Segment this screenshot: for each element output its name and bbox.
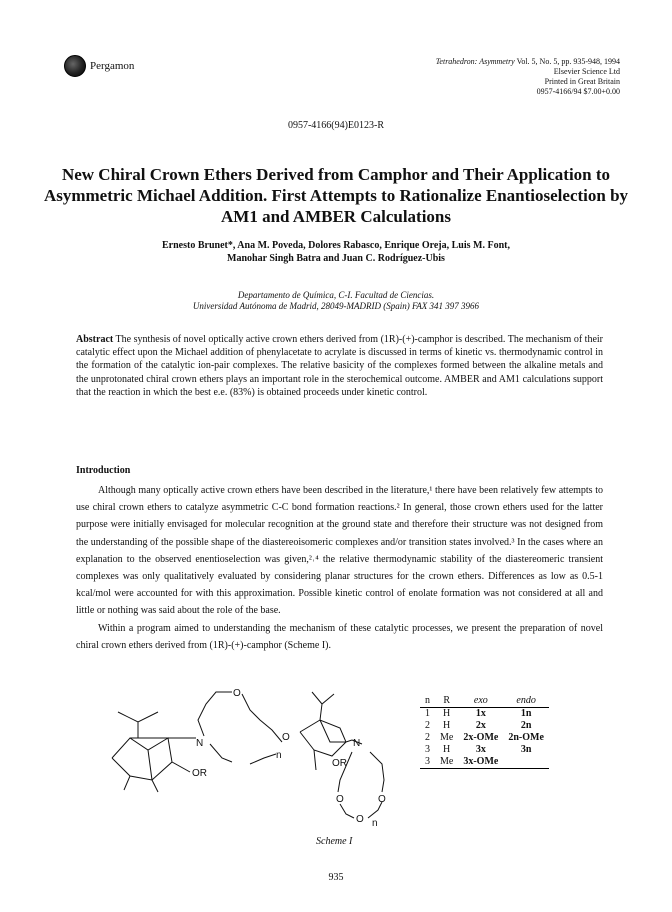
intro-paragraph-1: Although many optically active crown ethers have been described in the literature,¹ there have been relatively few attempts to use chiral crown ethers to catalyze asymmetric C-C bond formation reactions.² In general, those crown ethers used for the latter purpose were initially envisaged for molecular recognition at the ground state and therefore their structure was not designed from the understanding of the possible shape of the diastereoisomeric complexes and/or transition states involved.³ In the cases where an explanation to the observed enentioselection was given,²˒⁴ the relative thermodynamic stability of the diastereomeric transient complexes was only qualitatively evaluated by considering planar structures for the crown ethers. Differences as low as 0.5-1 kcal/mol were accounted for with this approximation. Possible kinetic control of enolate formation was not considered at all and little or nothing was said about the role of the base. xyxy=(76,485,603,617)
author-list xyxy=(40,239,632,265)
scheme-structures xyxy=(100,680,390,830)
scheme-caption: Scheme I xyxy=(316,836,353,847)
table-cell: 3x xyxy=(475,744,486,755)
doi: 0957-4166(94)E0123-R xyxy=(287,120,385,131)
table-cell: 1x xyxy=(475,708,486,719)
page-number: 935 xyxy=(328,872,344,883)
table-header-exo: exo xyxy=(458,695,503,708)
scheme-label-o-bottom-right: O xyxy=(378,794,386,805)
table-header-endo: endo xyxy=(503,695,549,708)
table-cell: 2x-OMe xyxy=(463,732,499,743)
table-header-row xyxy=(420,695,549,708)
table-row xyxy=(420,756,549,769)
table-cell: H xyxy=(443,744,451,755)
abstract-text: The synthesis of novel optically active crown ethers derived from (1R)-(+)-camphor is described. The mechanism of their catalytic effect upon the Michael addition of phenylacetate to acrylate is discussed in terms of kinetic vs. thermodynamic control in the formation of the catalytic ion-pair complexes. The relative basicity of the complexes formed between the alkaline metals and the unprotonated chiral crown ethers plays an important role in the sterochemical outcome. AMBER and AM1 calculations support that the reaction in which the best e.e. (83%) is obtained proceeds under kinetic control. xyxy=(76,334,603,398)
journal-volume: Vol. 5, No. 5, pp. 935-948, 1994 xyxy=(514,57,620,66)
table-cell: 2n-OMe xyxy=(508,732,544,743)
intro-paragraph-2: Within a program aimed to understanding the mechanism of these catalytic processes, we present the preparation of novel chiral crown ethers derived from (1R)-(+)-camphor (Scheme I). xyxy=(76,622,603,651)
table-cell: 1n xyxy=(520,708,532,719)
table-header-n: n xyxy=(420,695,435,708)
table-cell: 3 xyxy=(425,744,430,755)
scheme-label-or-right: OR xyxy=(332,758,347,769)
scheme-label-subscript-n: n xyxy=(276,750,282,761)
abstract-label: Abstract xyxy=(76,334,114,345)
table-cell: 3x-OMe xyxy=(458,756,503,769)
table-cell: 2x xyxy=(475,720,486,731)
table-cell: 2 xyxy=(425,720,430,731)
table-cell: H xyxy=(443,708,451,719)
table-row xyxy=(420,744,549,756)
table-header-r: R xyxy=(435,695,458,708)
table-cell: 1 xyxy=(425,708,430,719)
table-cell: H xyxy=(443,720,451,731)
scheme-label-subscript-n2: n xyxy=(372,818,378,829)
authors-line-2: Manohar Singh Batra and Juan C. Rodríguez-Ubis xyxy=(227,253,445,264)
table-cell xyxy=(503,756,549,769)
table-row xyxy=(420,732,549,744)
scheme-label-n-left: N xyxy=(196,738,204,749)
scheme-label-o-top: O xyxy=(233,688,241,699)
left-camphor-skeleton xyxy=(112,712,190,792)
table-cell: Me xyxy=(440,732,454,743)
publisher-logo-icon xyxy=(64,55,86,77)
printed-line: Printed in Great Britain xyxy=(544,77,620,86)
left-crown-ring xyxy=(168,692,282,764)
journal-name: Tetrahedron: Asymmetry xyxy=(435,57,515,66)
table-cell: Me xyxy=(435,756,458,769)
affiliation xyxy=(40,290,632,312)
affiliation-line-1: Departamento de Química, C-I. Facultad de Ciencias. xyxy=(237,290,435,300)
scheme-label-o-bottom-left: O xyxy=(336,794,344,805)
authors-line-1: Ernesto Brunet*, Ana M. Poveda, Dolores Rabasco, Enrique Oreja, Luis M. Font, xyxy=(162,240,510,251)
right-crown-ring xyxy=(338,740,384,818)
journal-reference xyxy=(436,57,620,97)
section-heading-introduction: Introduction xyxy=(76,465,131,476)
scheme-label-o-right: O xyxy=(282,732,290,743)
scheme-label-n-right: N xyxy=(353,738,361,749)
table-row xyxy=(420,708,549,721)
abstract xyxy=(76,333,603,399)
compound-table xyxy=(420,695,549,769)
scheme-label-or-left: OR xyxy=(192,768,207,779)
introduction-body xyxy=(76,482,603,654)
table-cell: 2n xyxy=(520,720,532,731)
table-cell: 2 xyxy=(425,732,430,743)
scheme-label-o-bottom: O xyxy=(356,814,364,825)
issn-line: 0957-4166/94 $7.00+0.00 xyxy=(536,87,620,96)
affiliation-line-2: Universidad Autónoma de Madrid, 28049-MADRID (Spain) FAX 341 397 3966 xyxy=(192,301,480,311)
publisher-name: Pergamon xyxy=(90,60,135,72)
table-cell: 3n xyxy=(520,744,532,755)
table-cell: 3 xyxy=(420,756,435,769)
paper-title: New Chiral Crown Ethers Derived from Camphor and Their Application to Asymmetric Michael Addition. First Attempts to Rationalize Enantioselection by AM1 and AMBER Calculations xyxy=(43,165,629,226)
publisher-line: Elsevier Science Ltd xyxy=(553,67,620,76)
table-row xyxy=(420,720,549,732)
